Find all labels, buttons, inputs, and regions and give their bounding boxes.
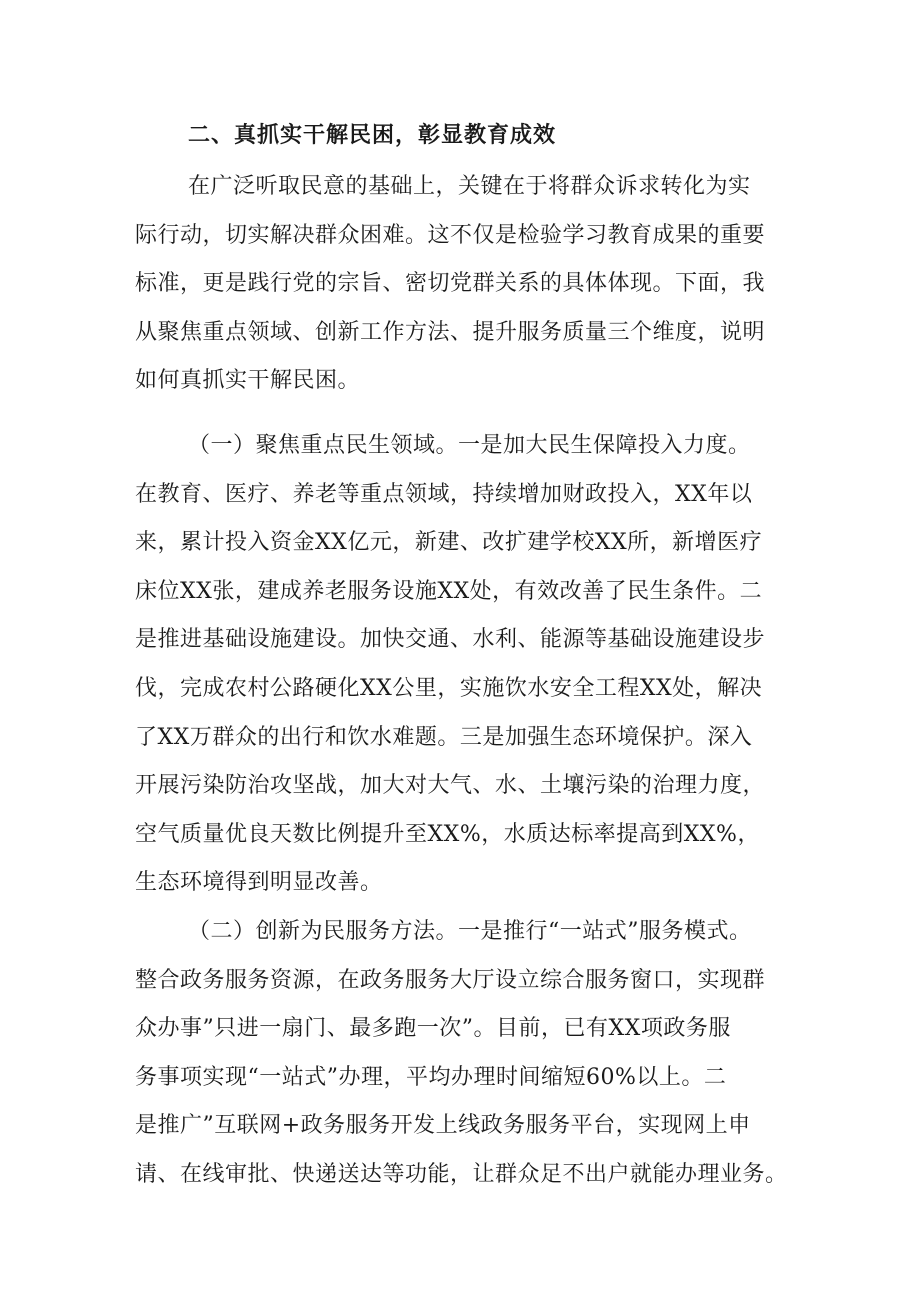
paragraph-line: （二）创新为民服务方法。一是推行“一站式”服务模式。 <box>188 919 752 944</box>
paragraph-line: 际行动，切实解决群众困难。这不仅是检验学习教育成果的重要 <box>135 222 766 248</box>
paragraph-line: 务事项实现“一站式”办理，平均办理时间缩短60%以上。二 <box>135 1064 727 1090</box>
paragraph-line: 是推进基础设施建设。加快交通、水利、能源等基础设施建设步 <box>135 627 766 653</box>
paragraph-line: （一）聚焦重点民生领域。一是加大民生保障投入力度。 <box>188 433 751 458</box>
paragraph-line: 在广泛听取民意的基础上，关键在于将群众诉求转化为实 <box>188 174 751 199</box>
paragraph-line: 标准，更是践行党的宗旨、密切党群关系的具体体现。下面，我 <box>135 271 766 297</box>
paragraph-line: 众办事”只进一扇门、最多跑一次”。目前，已有XX项政务服 <box>135 1016 731 1042</box>
paragraph-line: 开展污染防治攻坚战，加大对大气、水、土壤污染的治理力度， <box>135 773 766 799</box>
paragraph-line: 来，累计投入资金XX亿元，新建、改扩建学校XX所，新增医疗 <box>135 530 763 556</box>
paragraph-line: 从聚焦重点领域、创新工作方法、提升服务质量三个维度，说明 <box>135 319 766 345</box>
section-heading: 二、真抓实干解民困，彰显教育成效 <box>188 122 557 148</box>
paragraph-intro <box>135 163 795 406</box>
paragraph-line: 空气质量优良天数比例提升至XX%，水质达标率提高到XX%， <box>135 821 760 847</box>
paragraph-innovate-service <box>135 908 795 1200</box>
paragraph-focus-livelihood <box>135 422 795 908</box>
paragraph-line: 伐，完成农村公路硬化XX公里，实施饮水安全工程XX处，解决 <box>135 675 763 701</box>
paragraph-line: 了XX万群众的出行和饮水难题。三是加强生态环境保护。深入 <box>135 724 753 750</box>
paragraph-line: 如何真抓实干解民困。 <box>135 368 361 394</box>
paragraph-line: 请、在线审批、快递送达等功能，让群众足不出户就能办理业务。 <box>135 1161 788 1187</box>
paragraph-line: 床位XX张，建成养老服务设施XX处，有效改善了民生条件。二 <box>135 578 763 604</box>
paragraph-line: 是推广”互联网+政务服务开发上线政务服务平台，实现网上申 <box>135 1113 751 1139</box>
paragraph-line: 整合政务服务资源，在政务服务大厅设立综合服务窗口，实现群 <box>135 967 766 993</box>
paragraph-line: 生态环境得到明显改善。 <box>135 870 383 896</box>
paragraph-line: 在教育、医疗、养老等重点领域，持续增加财政投入，XX年以 <box>135 481 753 507</box>
